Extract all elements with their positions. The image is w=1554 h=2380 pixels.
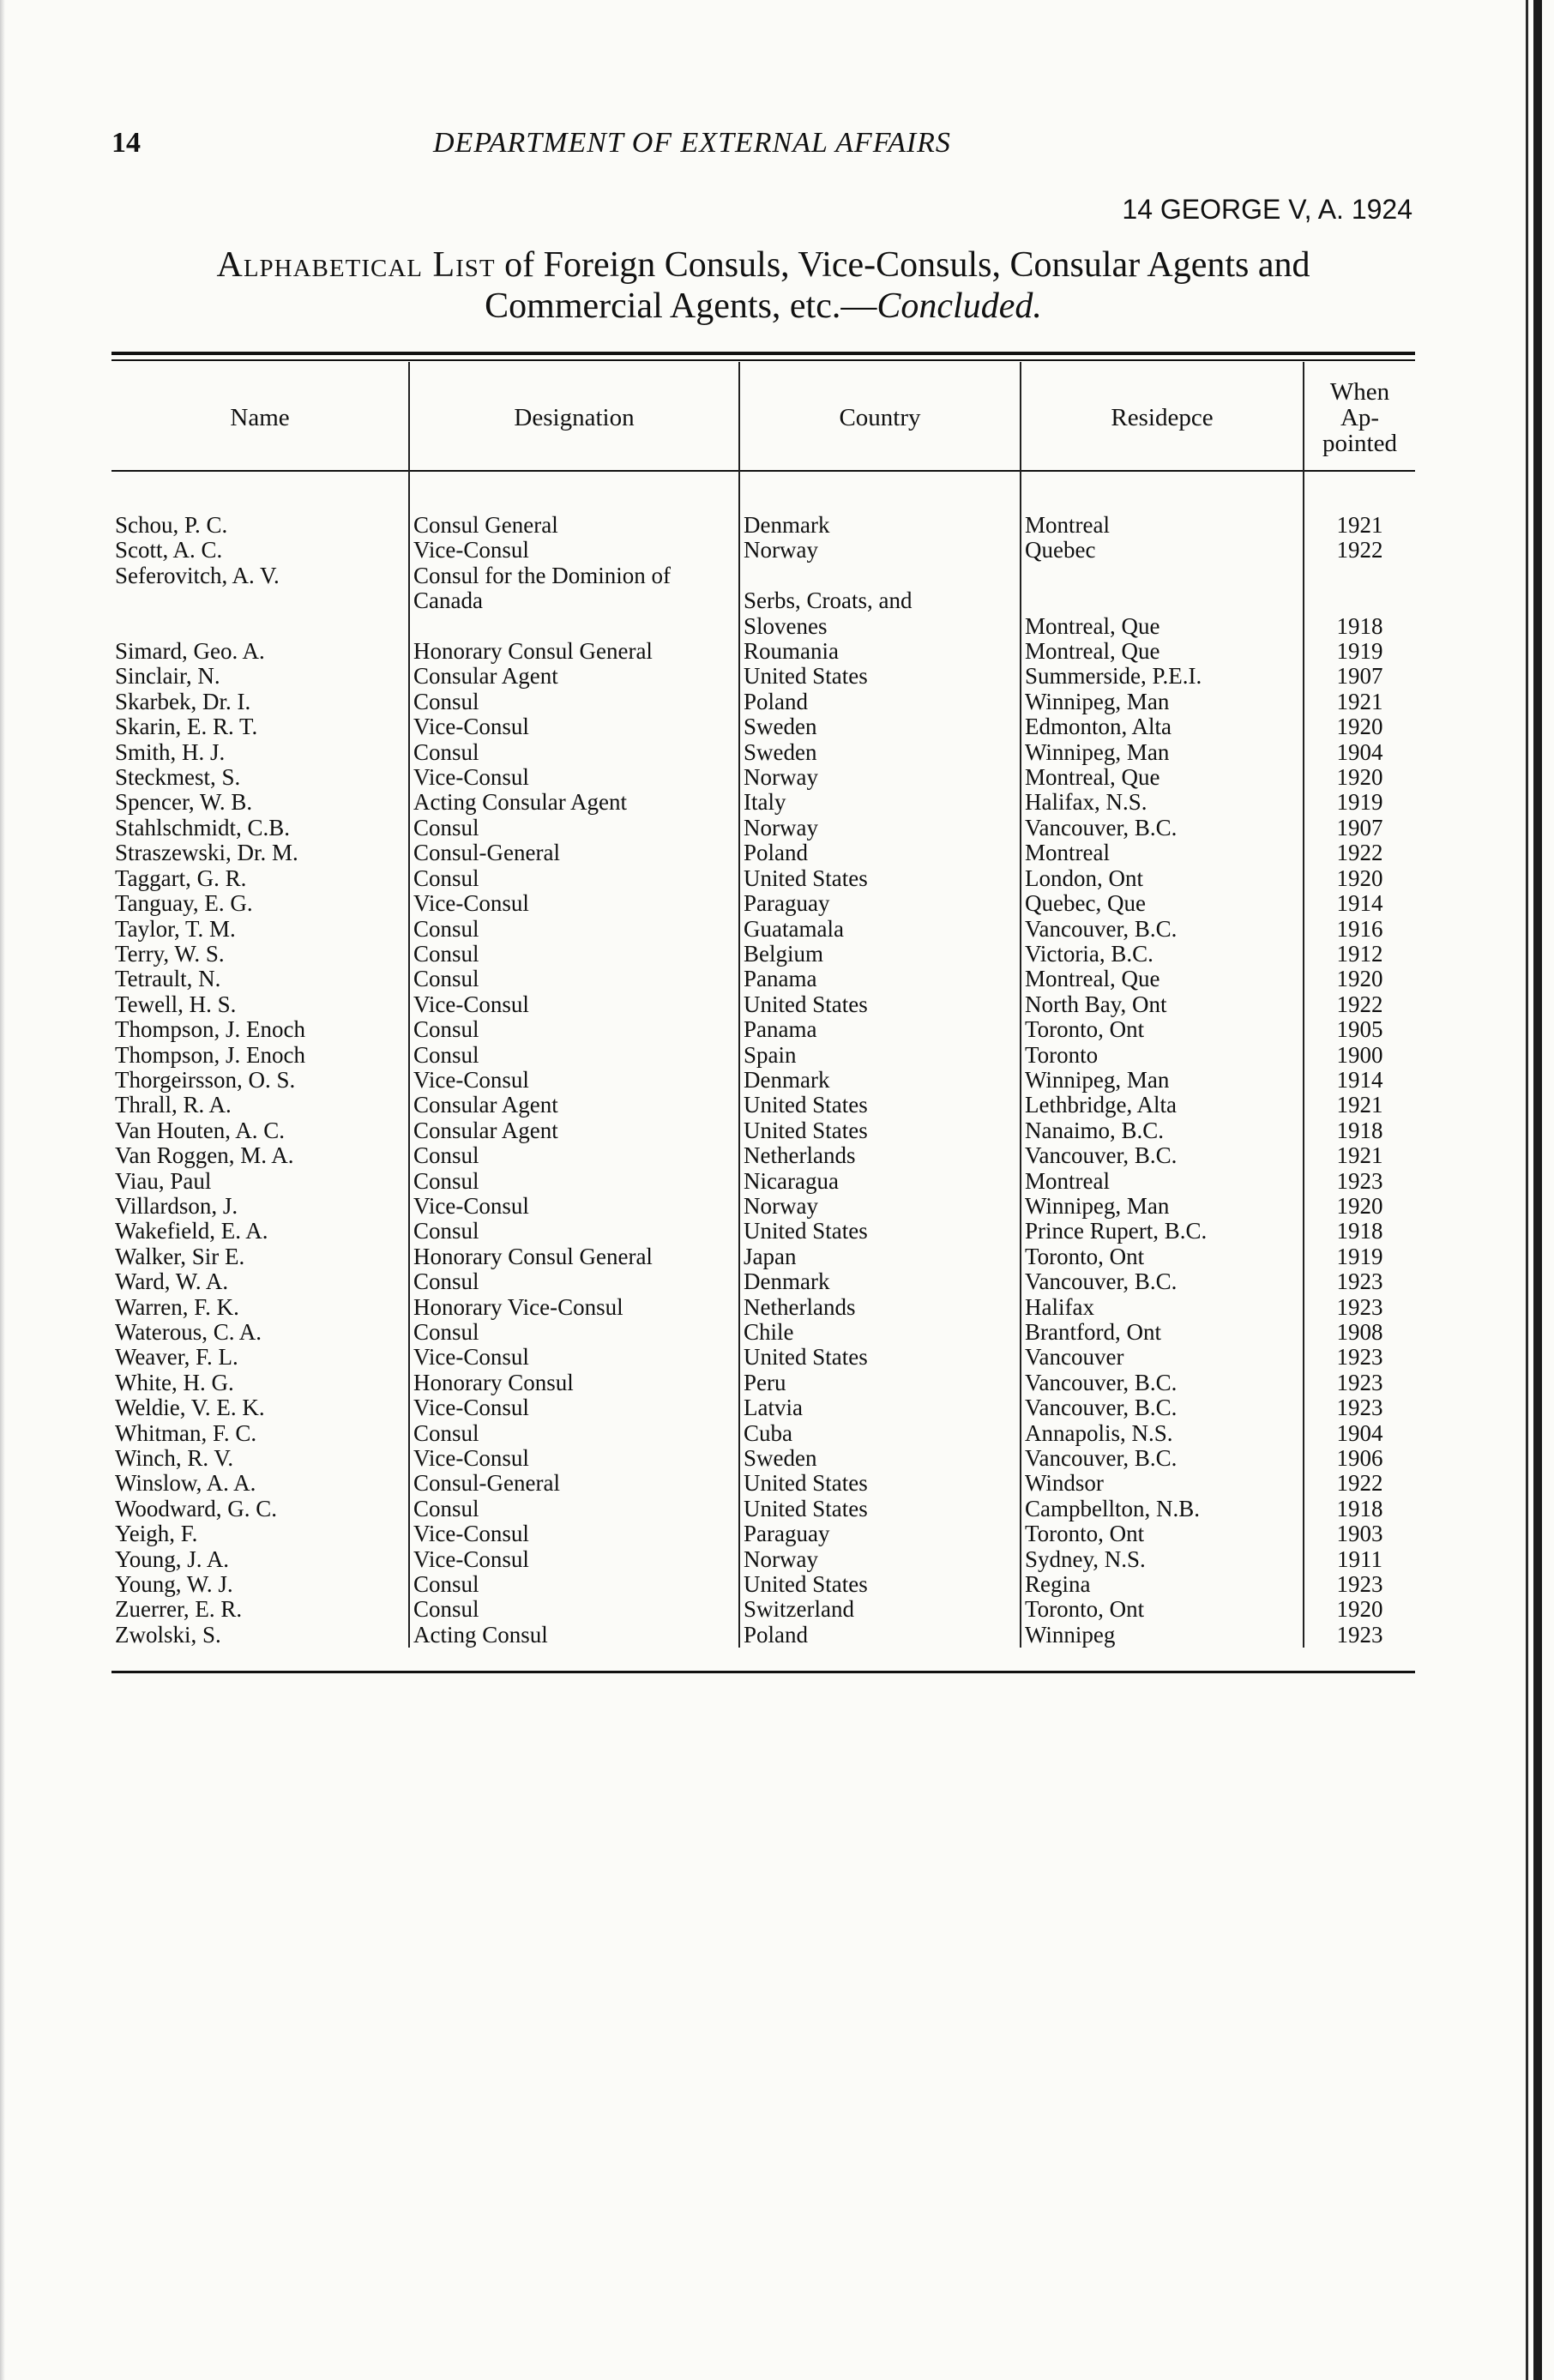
cell-name: Skarbek, Dr. I. (115, 689, 251, 714)
cell-designation (409, 614, 739, 639)
cell-name: Scott, A. C. (115, 538, 223, 563)
cell-designation: Vice-Consul (409, 1194, 739, 1219)
cell-when: 1918 (1304, 1497, 1415, 1521)
cell-residence: Winnipeg, Man (1021, 1194, 1304, 1219)
cell-residence: Toronto, Ont (1021, 1521, 1304, 1546)
cell-designation: Consul (409, 1269, 739, 1294)
table-row (111, 816, 1415, 841)
cell-country: Sweden (739, 1446, 1021, 1471)
table-row (111, 639, 1415, 664)
table-row (111, 1345, 1415, 1370)
table-row (111, 967, 1415, 991)
cell-residence: Quebec, Que (1021, 891, 1304, 916)
table-row (111, 740, 1415, 765)
cell-country: Norway (739, 1547, 1021, 1572)
cell-when: 1907 (1304, 816, 1415, 841)
cell-residence: Vancouver, B.C. (1021, 917, 1304, 942)
cell-name: Weldie, V. E. K. (115, 1395, 265, 1421)
cell-name: Viau, Paul (115, 1168, 212, 1194)
table-row (111, 1597, 1415, 1622)
table-row (111, 1068, 1415, 1093)
cell-residence: London, Ont (1021, 866, 1304, 891)
cell-name: Whitman, F. C. (115, 1420, 257, 1446)
cell-name: Ward, W. A. (115, 1269, 229, 1295)
cell-country: Slovenes (739, 614, 1021, 639)
cell-country: United States (739, 1345, 1021, 1370)
cell-when: 1918 (1304, 1118, 1415, 1143)
cell-residence: Montreal, Que (1021, 639, 1304, 664)
cell-when: 1920 (1304, 714, 1415, 739)
cell-designation: Vice-Consul (409, 1395, 739, 1420)
cell-designation: Consul (409, 1017, 739, 1042)
cell-name: Thorgeirsson, O. S. (115, 1067, 296, 1093)
cell-when: 1923 (1304, 1295, 1415, 1320)
cell-residence: Winnipeg (1021, 1623, 1304, 1648)
cell-when: 1920 (1304, 1194, 1415, 1219)
cell-when: 1911 (1304, 1547, 1415, 1572)
table-row (111, 1017, 1415, 1042)
cell-when (1304, 563, 1415, 588)
cell-name: Thompson, J. Enoch (115, 1017, 305, 1043)
table-row (111, 1093, 1415, 1118)
cell-name: Seferovitch, A. V. (115, 563, 280, 588)
cell-name: Warren, F. K. (115, 1294, 239, 1320)
cell-country: United States (739, 1471, 1021, 1496)
cell-name: Young, J. A. (115, 1546, 230, 1572)
cell-country: Norway (739, 1194, 1021, 1219)
page-title (111, 244, 1415, 327)
cell-country: Italy (739, 790, 1021, 815)
table-row (111, 1446, 1415, 1471)
cell-residence: Edmonton, Alta (1021, 714, 1304, 739)
cell-name: Zwolski, S. (115, 1622, 221, 1648)
cell-designation: Vice-Consul (409, 538, 739, 563)
cell-residence: Vancouver, B.C. (1021, 1446, 1304, 1471)
cell-name (111, 614, 409, 639)
cell-residence: Halifax, N.S. (1021, 790, 1304, 815)
cell-country: United States (739, 866, 1021, 891)
cell-designation: Vice-Consul (409, 1521, 739, 1546)
cell-when: 1923 (1304, 1623, 1415, 1648)
cell-when: 1914 (1304, 891, 1415, 916)
title-concluded: Concluded. (876, 286, 1042, 326)
cell-name (111, 588, 409, 613)
table-row (111, 513, 1415, 538)
page-header (111, 127, 1415, 170)
cell-when: 1921 (1304, 513, 1415, 538)
cell-designation: Honorary Consul General (409, 1244, 739, 1269)
cell-designation: Vice-Consul (409, 891, 739, 916)
cell-residence: Toronto, Ont (1021, 1597, 1304, 1622)
cell-country: United States (739, 1572, 1021, 1597)
cell-residence (1021, 588, 1304, 613)
cell-name: Spencer, W. B. (115, 790, 253, 816)
table-row (111, 664, 1415, 689)
cell-designation: Acting Consul (409, 1623, 739, 1648)
column-header-when-appointed: When Ap- pointed (1304, 362, 1415, 473)
cell-name: Simard, Geo. A. (115, 639, 265, 665)
cell-residence: Vancouver, B.C. (1021, 1371, 1304, 1395)
cell-country: Norway (739, 765, 1021, 790)
cell-country: Latvia (739, 1395, 1021, 1420)
cell-residence: Sydney, N.S. (1021, 1547, 1304, 1572)
table-row (111, 866, 1415, 891)
consul-table (111, 362, 1415, 1648)
cell-residence: Winnipeg, Man (1021, 740, 1304, 765)
cell-when: 1920 (1304, 1597, 1415, 1622)
cell-designation: Consul (409, 942, 739, 967)
table-row (111, 1169, 1415, 1194)
table-body (111, 473, 1415, 1648)
cell-country: Chile (739, 1320, 1021, 1345)
cell-designation: Consul (409, 1143, 739, 1168)
cell-residence: Quebec (1021, 538, 1304, 563)
title-line2: Commercial Agents, etc.— (485, 286, 877, 326)
table-row (111, 1143, 1415, 1168)
cell-residence: Windsor (1021, 1471, 1304, 1496)
cell-designation: Consular Agent (409, 664, 739, 689)
cell-residence: Campbellton, N.B. (1021, 1497, 1304, 1521)
cell-name: Schou, P. C. (115, 513, 228, 538)
cell-designation: Vice-Consul (409, 714, 739, 739)
cell-country: Netherlands (739, 1143, 1021, 1168)
cell-designation: Consular Agent (409, 1093, 739, 1118)
cell-country: Japan (739, 1244, 1021, 1269)
cell-residence: Montreal, Que (1021, 765, 1304, 790)
cell-country: Nicaragua (739, 1169, 1021, 1194)
cell-residence: Annapolis, N.S. (1021, 1421, 1304, 1446)
cell-when: 1923 (1304, 1395, 1415, 1420)
cell-designation: Vice-Consul (409, 992, 739, 1017)
cell-residence: Prince Rupert, B.C. (1021, 1219, 1304, 1244)
cell-country: Norway (739, 538, 1021, 563)
cell-name: Winslow, A. A. (115, 1471, 256, 1497)
cell-designation: Consul (409, 1320, 739, 1345)
cell-name: Weaver, F. L. (115, 1345, 238, 1371)
cell-when: 1922 (1304, 538, 1415, 563)
cell-when: 1914 (1304, 1068, 1415, 1093)
cell-designation: Consul (409, 866, 739, 891)
table-header-row (111, 362, 1415, 473)
cell-residence: Winnipeg, Man (1021, 690, 1304, 714)
cell-when: 1912 (1304, 942, 1415, 967)
cell-country: Panama (739, 1017, 1021, 1042)
cell-when: 1908 (1304, 1320, 1415, 1345)
cell-name: Villardson, J. (115, 1193, 238, 1219)
cell-name: Walker, Sir E. (115, 1244, 245, 1269)
cell-country: Poland (739, 690, 1021, 714)
binding-edge (1533, 0, 1542, 2380)
cell-country: Paraguay (739, 1521, 1021, 1546)
cell-designation: Consul (409, 1219, 739, 1244)
cell-name: Sinclair, N. (115, 664, 220, 690)
cell-country: Denmark (739, 513, 1021, 538)
cell-residence: Vancouver, B.C. (1021, 1395, 1304, 1420)
cell-country: Serbs, Croats, and (739, 588, 1021, 613)
cell-residence: Toronto (1021, 1043, 1304, 1068)
cell-residence: Winnipeg, Man (1021, 1068, 1304, 1093)
cell-name: Yeigh, F. (115, 1521, 198, 1547)
cell-when: 1918 (1304, 614, 1415, 639)
table-bottom-rule (111, 1671, 1415, 1673)
cell-country: Poland (739, 841, 1021, 865)
cell-name: Thrall, R. A. (115, 1093, 232, 1118)
cell-residence: Lethbridge, Alta (1021, 1093, 1304, 1118)
cell-name: Smith, H. J. (115, 739, 226, 765)
table-row (111, 1244, 1415, 1269)
cell-name: Taylor, T. M. (115, 916, 236, 942)
cell-designation: Consul (409, 1597, 739, 1622)
cell-country: Panama (739, 967, 1021, 991)
cell-designation: Consul (409, 917, 739, 942)
cell-name: Steckmest, S. (115, 765, 241, 791)
table-top-rule (111, 352, 1415, 355)
cell-name: Woodward, G. C. (115, 1496, 278, 1521)
cell-designation: Vice-Consul (409, 1068, 739, 1093)
table-row (111, 563, 1415, 588)
cell-designation: Canada (409, 588, 739, 613)
cell-residence: Montreal (1021, 1169, 1304, 1194)
cell-when: 1922 (1304, 992, 1415, 1017)
cell-name: Straszewski, Dr. M. (115, 841, 298, 866)
cell-country: United States (739, 1219, 1021, 1244)
cell-designation: Vice-Consul (409, 1547, 739, 1572)
cell-when: 1920 (1304, 866, 1415, 891)
table-row (111, 942, 1415, 967)
cell-when: 1921 (1304, 690, 1415, 714)
table-row (111, 614, 1415, 639)
cell-designation: Consul (409, 1497, 739, 1521)
cell-when: 1920 (1304, 967, 1415, 991)
table-row (111, 1371, 1415, 1395)
table-row (111, 1572, 1415, 1597)
page-number: 14 (111, 127, 141, 159)
cell-name: Taggart, G. R. (115, 865, 247, 891)
cell-when (1304, 588, 1415, 613)
cell-country: Denmark (739, 1269, 1021, 1294)
table-row (111, 1269, 1415, 1294)
cell-country: United States (739, 992, 1021, 1017)
cell-residence: Vancouver, B.C. (1021, 1143, 1304, 1168)
cell-name: Van Roggen, M. A. (115, 1143, 294, 1169)
cell-name: Thompson, J. Enoch (115, 1042, 305, 1068)
table-row (111, 992, 1415, 1017)
cell-country: United States (739, 1118, 1021, 1143)
cell-residence: Vancouver, B.C. (1021, 1269, 1304, 1294)
column-header-designation: Designation (409, 362, 739, 473)
cell-when: 1923 (1304, 1345, 1415, 1370)
session-label: 14 GEORGE V, A. 1924 (1122, 194, 1412, 225)
cell-when: 1905 (1304, 1017, 1415, 1042)
cell-when: 1919 (1304, 639, 1415, 664)
cell-country: United States (739, 1497, 1021, 1521)
cell-country: Belgium (739, 942, 1021, 967)
cell-name: Young, W. J. (115, 1572, 233, 1598)
cell-country (739, 563, 1021, 588)
table-row (111, 1547, 1415, 1572)
table-row (111, 841, 1415, 865)
cell-when: 1916 (1304, 917, 1415, 942)
title-rest: of Foreign Consuls, Vice-Consuls, Consular Agents and (495, 245, 1310, 285)
table-row (111, 690, 1415, 714)
cell-name: Tewell, H. S. (115, 991, 237, 1017)
cell-residence: Victoria, B.C. (1021, 942, 1304, 967)
cell-name: White, H. G. (115, 1370, 234, 1395)
cell-residence: Vancouver, B.C. (1021, 816, 1304, 841)
table-row (111, 538, 1415, 563)
consul-table-container (111, 352, 1415, 1648)
table-row (111, 588, 1415, 613)
cell-when: 1906 (1304, 1446, 1415, 1471)
cell-when: 1921 (1304, 1143, 1415, 1168)
cell-country: Denmark (739, 1068, 1021, 1093)
cell-country: United States (739, 664, 1021, 689)
table-row (111, 765, 1415, 790)
cell-designation: Consul-General (409, 1471, 739, 1496)
cell-residence: Nanaimo, B.C. (1021, 1118, 1304, 1143)
cell-country: Norway (739, 816, 1021, 841)
cell-country: Guatamala (739, 917, 1021, 942)
table-row (111, 790, 1415, 815)
table-row (111, 1118, 1415, 1143)
table-row (111, 1043, 1415, 1068)
cell-when: 1923 (1304, 1169, 1415, 1194)
cell-country: Peru (739, 1371, 1021, 1395)
cell-name: Tetrault, N. (115, 967, 221, 992)
table-row (111, 1421, 1415, 1446)
cell-designation: Consul (409, 816, 739, 841)
cell-when: 1923 (1304, 1371, 1415, 1395)
table-row (111, 917, 1415, 942)
cell-country: Paraguay (739, 891, 1021, 916)
cell-designation: Vice-Consul (409, 765, 739, 790)
cell-name: Winch, R. V. (115, 1446, 234, 1472)
cell-country: Poland (739, 1623, 1021, 1648)
cell-name: Wakefield, E. A. (115, 1219, 268, 1244)
cell-designation: Consul-General (409, 841, 739, 865)
table-row (111, 1497, 1415, 1521)
cell-designation: Consul General (409, 513, 739, 538)
table-row (111, 1194, 1415, 1219)
cell-designation: Consul (409, 1169, 739, 1194)
cell-designation: Consular Agent (409, 1118, 739, 1143)
cell-designation: Acting Consular Agent (409, 790, 739, 815)
cell-designation: Consul (409, 1043, 739, 1068)
cell-when: 1920 (1304, 765, 1415, 790)
column-header-country: Country (739, 362, 1021, 473)
table-row (111, 1295, 1415, 1320)
cell-residence: Vancouver (1021, 1345, 1304, 1370)
cell-designation: Honorary Vice-Consul (409, 1295, 739, 1320)
cell-residence: Montreal (1021, 513, 1304, 538)
cell-residence: Summerside, P.E.I. (1021, 664, 1304, 689)
cell-when: 1907 (1304, 664, 1415, 689)
cell-designation: Consul (409, 690, 739, 714)
cell-when: 1922 (1304, 1471, 1415, 1496)
cell-country: Cuba (739, 1421, 1021, 1446)
cell-designation: Consul (409, 967, 739, 991)
page-edge (0, 0, 5, 2380)
cell-when: 1900 (1304, 1043, 1415, 1068)
cell-when: 1919 (1304, 1244, 1415, 1269)
cell-designation: Vice-Consul (409, 1446, 739, 1471)
cell-designation: Honorary Consul General (409, 639, 739, 664)
cell-residence (1021, 563, 1304, 588)
cell-when: 1921 (1304, 1093, 1415, 1118)
table-row (111, 1521, 1415, 1546)
table-row (111, 1395, 1415, 1420)
cell-designation: Consul (409, 1572, 739, 1597)
cell-name: Terry, W. S. (115, 941, 225, 967)
cell-country: Sweden (739, 740, 1021, 765)
cell-country: Spain (739, 1043, 1021, 1068)
cell-residence: Toronto, Ont (1021, 1017, 1304, 1042)
cell-residence: Montreal, Que (1021, 614, 1304, 639)
binding-line (1526, 0, 1528, 2380)
cell-when: 1904 (1304, 740, 1415, 765)
cell-name: Stahlschmidt, C.B. (115, 815, 291, 841)
column-header-name: Name (230, 404, 290, 431)
table-row (111, 1623, 1415, 1648)
cell-when: 1918 (1304, 1219, 1415, 1244)
cell-name: Van Houten, A. C. (115, 1118, 285, 1143)
cell-when: 1923 (1304, 1572, 1415, 1597)
cell-when: 1904 (1304, 1421, 1415, 1446)
table-top-rule-thin (111, 359, 1415, 361)
cell-residence: North Bay, Ont (1021, 992, 1304, 1017)
cell-designation: Vice-Consul (409, 1345, 739, 1370)
table-spacer-row (111, 473, 1415, 513)
cell-country: Roumania (739, 639, 1021, 664)
table-row (111, 714, 1415, 739)
cell-designation: Consul for the Dominion of (409, 563, 739, 588)
cell-residence: Toronto, Ont (1021, 1244, 1304, 1269)
cell-residence: Regina (1021, 1572, 1304, 1597)
cell-country: Switzerland (739, 1597, 1021, 1622)
running-head: DEPARTMENT OF EXTERNAL AFFAIRS (433, 127, 951, 159)
cell-country: Netherlands (739, 1295, 1021, 1320)
cell-when: 1922 (1304, 841, 1415, 865)
table-row (111, 1320, 1415, 1345)
table-row (111, 1471, 1415, 1496)
cell-name: Zuerrer, E. R. (115, 1597, 243, 1623)
cell-residence: Halifax (1021, 1295, 1304, 1320)
cell-residence: Montreal, Que (1021, 967, 1304, 991)
cell-residence: Brantford, Ont (1021, 1320, 1304, 1345)
cell-designation: Consul (409, 1421, 739, 1446)
cell-name: Waterous, C. A. (115, 1320, 262, 1345)
cell-designation: Honorary Consul (409, 1371, 739, 1395)
cell-name: Skarin, E. R. T. (115, 714, 258, 740)
cell-country: United States (739, 1093, 1021, 1118)
cell-country: Sweden (739, 714, 1021, 739)
table-row (111, 1219, 1415, 1244)
title-small-caps: Alphabetical List (216, 245, 496, 285)
cell-name: Tanguay, E. G. (115, 891, 253, 917)
cell-when: 1923 (1304, 1269, 1415, 1294)
cell-when: 1919 (1304, 790, 1415, 815)
cell-when: 1903 (1304, 1521, 1415, 1546)
cell-designation: Consul (409, 740, 739, 765)
table-row (111, 891, 1415, 916)
cell-residence: Montreal (1021, 841, 1304, 865)
column-header-residence: Residepce (1021, 362, 1304, 473)
